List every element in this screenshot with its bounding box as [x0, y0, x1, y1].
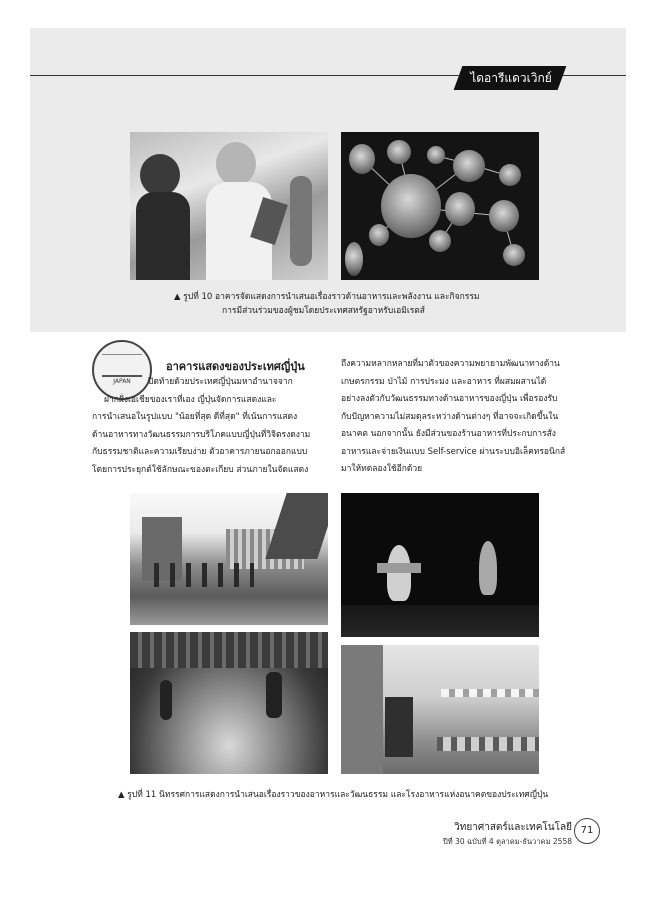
paragraph-line: ด้านอาหารทางวัฒนธรรมการบริโภคแบบญี่ปุ่นที่วิจิตรงดงาม	[92, 429, 311, 440]
face-node	[427, 146, 445, 164]
figure-10-caption-line1: อาคารจัดแสดงการนำเสนอเรื่องราวด้านอาหารและพลังงาน และกิจกรรม	[215, 292, 480, 302]
paragraph-line: เกษตรกรรม ป่าไม้ การประมง และอาหาร ที่ผสมผสานได้	[341, 376, 547, 387]
paragraph-line: ปิดท้ายด้วยประเทศญี่ปุ่นมหาอำนาจจาก	[148, 377, 293, 387]
face-node	[349, 144, 375, 174]
paragraph-line: กับธรรมชาติและความเรียบง่าย ตัวอาคารภายนอกออกแบบ	[92, 447, 308, 457]
journal-title: วิทยาศาสตร์และเทคโนโลยี	[454, 822, 572, 833]
issue-info: ปีที่ 30 ฉบับที่ 4 ตุลาคม-ธันวาคม 2558	[442, 837, 572, 846]
face-node	[429, 230, 451, 252]
face-node	[369, 224, 389, 246]
photo-face-network	[341, 132, 539, 280]
figure-11-caption-text: นิทรรศการแสดงการนำเสนอเรื่องราวของอาหารและวัฒนธรรม และโรงอาหารแห่งอนาคตของประเทศญี่ปุ่น	[159, 790, 549, 800]
face-node	[499, 164, 521, 186]
paragraph-line: อย่างลงตัวกับวัฒนธรรมทางด้านอาหารของญี่ปุ่น เพื่อรองรับ	[341, 394, 558, 404]
emblem-label: JAPAN	[113, 378, 131, 385]
face-node	[489, 200, 519, 232]
face-node	[453, 150, 485, 182]
paragraph-line: กับปัญหาความไม่สมดุลระหว่างด้านต่างๆ ที่อาจจะเกิดขึ้นใน	[341, 411, 559, 422]
face-node	[503, 244, 525, 266]
section-label: ไดอารีแดวเวิกย์	[470, 71, 552, 85]
paragraph-line: มาให้ทดลองใช้อีกด้วย	[341, 464, 423, 474]
paragraph-line: อาหารและจ่ายเงินแบบ Self-service ผ่านระบบอิเล็คทรอนิกส์	[341, 446, 566, 457]
figure-11-caption	[118, 789, 548, 802]
right-column	[341, 356, 573, 479]
face-node	[387, 140, 411, 164]
photo-japan-pavilion-exterior	[130, 493, 328, 625]
photo-visitors-tablet	[130, 132, 328, 280]
figure-10-caption	[174, 291, 480, 304]
face-node	[345, 242, 363, 276]
photo-table-projection	[130, 632, 328, 774]
face-node	[445, 192, 475, 226]
page-number: 71	[574, 818, 600, 844]
photo-dark-exhibit-figures	[341, 493, 539, 637]
paragraph-line: การนำเสนอในรูปแบบ "น้อยที่สุด ดีที่สุด" ที่เน้นการแสดง	[92, 412, 298, 422]
paragraph-line: ถึงความหลากหลายที่มาตัวของความพยายามพัฒนาทางด้าน	[341, 359, 560, 369]
photo-future-food-hall	[341, 645, 539, 774]
figure-11-number: ▲ รูปที่ 11	[118, 790, 157, 800]
face-node	[381, 174, 441, 238]
paragraph-line: อนาคต นอกจากนั้น ยังมีส่วนของร้านอาหารที่ประกบการสั่ง	[341, 429, 556, 439]
left-column	[92, 374, 328, 479]
paragraph-line: โดยการประยุกต์ใช้ลักษณะของตะเกียบ ส่วนภายในจัดแสดง	[92, 464, 309, 475]
figure-10-number: ▲ รูปที่ 10	[174, 292, 213, 302]
paragraph-line: ฝากฝั่งเอเชียของเราที่เอง ญี่ปุ่นจัดการแสดงและ	[104, 394, 277, 405]
section-title: อาคารแสดงของประเทศญี่ปุ่น	[166, 360, 305, 373]
figure-10-caption-line2: การมีส่วนร่วมของผู้ชมโดยประเทศสหรัฐอาหรับเอมิเรตส์	[222, 306, 425, 316]
